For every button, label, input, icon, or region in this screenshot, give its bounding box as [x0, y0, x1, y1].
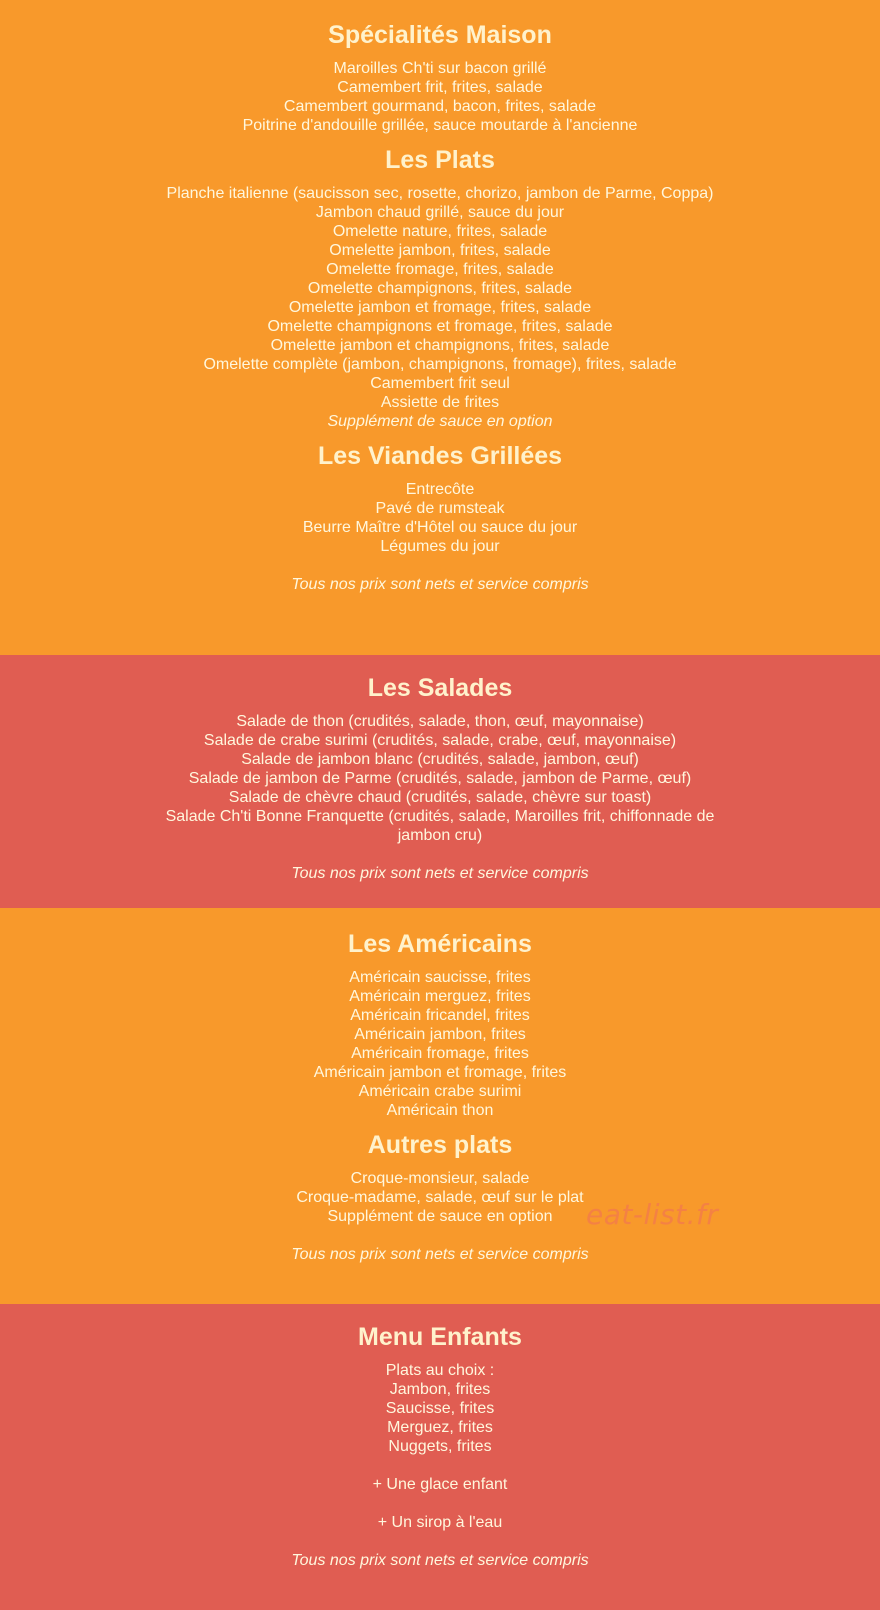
- list-item: Jambon, frites: [389, 1381, 491, 1398]
- price-note: Tous nos prix sont nets et service compris: [291, 1552, 589, 1569]
- list-item: Pavé de rumsteak: [375, 500, 505, 517]
- list-item: Omelette nature, frites, salade: [332, 223, 548, 240]
- list-item: Beurre Maître d'Hôtel ou sauce du jour: [302, 519, 578, 536]
- section-enfants: [0, 1304, 880, 1610]
- list-item: Supplément de sauce en option: [327, 1208, 553, 1225]
- list-item: Américain jambon, frites: [354, 1026, 526, 1043]
- list-item: Omelette jambon, frites, salade: [329, 242, 551, 259]
- list-item: Salade de chèvre chaud (crudités, salade, chèvre sur toast): [228, 789, 652, 806]
- list-item: Omelette champignons, frites, salade: [307, 280, 573, 297]
- price-note: Tous nos prix sont nets et service compris: [291, 576, 589, 593]
- plats-list: [0, 184, 880, 431]
- list-item: Assiette de frites: [380, 394, 500, 411]
- price-note: Tous nos prix sont nets et service compris: [291, 865, 589, 882]
- americains-list: [0, 968, 880, 1120]
- list-item: Camembert gourmand, bacon, frites, salade: [283, 98, 597, 115]
- section-salades: [0, 655, 880, 908]
- list-item: Camembert frit, frites, salade: [337, 79, 543, 96]
- intro-text: Plats au choix :: [385, 1362, 495, 1379]
- heading-specialites: Spécialités Maison: [328, 21, 552, 49]
- enfants-list: [0, 1361, 880, 1532]
- heading-autres: Autres plats: [367, 1131, 513, 1159]
- autres-list: [0, 1169, 880, 1226]
- list-item: Salade Ch'ti Bonne Franquette (crudités, salade, Maroilles frit, chiffonnade de jambon cru): [165, 808, 715, 844]
- list-item: Américain merguez, frites: [349, 988, 531, 1005]
- specialites-list: [0, 59, 880, 135]
- extra-glace: + Une glace enfant: [372, 1476, 508, 1493]
- heading-americains: Les Américains: [348, 930, 532, 958]
- salades-list: [150, 712, 730, 845]
- list-item: Omelette jambon et champignons, frites, salade: [270, 337, 610, 354]
- heading-enfants: Menu Enfants: [358, 1323, 522, 1351]
- list-item: Croque-monsieur, salade: [350, 1170, 530, 1187]
- list-item: Légumes du jour: [380, 538, 500, 555]
- list-item: Salade de crabe surimi (crudités, salade, crabe, œuf, mayonnaise): [203, 732, 677, 749]
- heading-viandes: Les Viandes Grillées: [317, 442, 563, 470]
- list-item: Omelette complète (jambon, champignons, fromage), frites, salade: [203, 356, 677, 373]
- list-item: Américain jambon et fromage, frites: [313, 1064, 567, 1081]
- heading-plats: Les Plats: [385, 146, 495, 174]
- list-item: Salade de thon (crudités, salade, thon, œuf, mayonnaise): [236, 713, 644, 730]
- price-note: Tous nos prix sont nets et service compris: [291, 1246, 589, 1263]
- list-item: Camembert frit seul: [370, 375, 510, 392]
- list-item: Planche italienne (saucisson sec, rosette, chorizo, jambon de Parme, Coppa): [166, 185, 714, 202]
- list-item: Américain saucisse, frites: [349, 969, 531, 986]
- viandes-list: [0, 480, 880, 556]
- list-item: Omelette champignons et fromage, frites, salade: [267, 318, 613, 335]
- section-plats: [0, 0, 880, 655]
- list-item: Américain thon: [386, 1102, 494, 1119]
- list-item: Salade de jambon de Parme (crudités, salade, jambon de Parme, œuf): [188, 770, 692, 787]
- list-item: Omelette jambon et fromage, frites, salade: [288, 299, 592, 316]
- heading-salades: Les Salades: [367, 674, 513, 702]
- list-item: Maroilles Ch'ti sur bacon grillé: [333, 60, 547, 77]
- list-item: Jambon chaud grillé, sauce du jour: [315, 204, 565, 221]
- list-item: Américain fromage, frites: [351, 1045, 529, 1062]
- list-item: Entrecôte: [405, 481, 475, 498]
- list-item: Merguez, frites: [387, 1419, 493, 1436]
- section-americains: [0, 908, 880, 1304]
- extra-sirop: + Un sirop à l'eau: [377, 1514, 503, 1531]
- list-item: Poitrine d'andouille grillée, sauce moutarde à l'ancienne: [242, 117, 638, 134]
- list-item: Croque-madame, salade, œuf sur le plat: [296, 1189, 584, 1206]
- list-item: Américain crabe surimi: [358, 1083, 522, 1100]
- list-item: Omelette fromage, frites, salade: [326, 261, 554, 278]
- list-item: Nuggets, frites: [388, 1438, 492, 1455]
- list-item: Américain fricandel, frites: [350, 1007, 530, 1024]
- watermark: eat-list.fr: [586, 1198, 719, 1231]
- sauce-note: Supplément de sauce en option: [327, 413, 553, 430]
- list-item: Salade de jambon blanc (crudités, salade, jambon, œuf): [241, 751, 639, 768]
- list-item: Saucisse, frites: [385, 1400, 495, 1417]
